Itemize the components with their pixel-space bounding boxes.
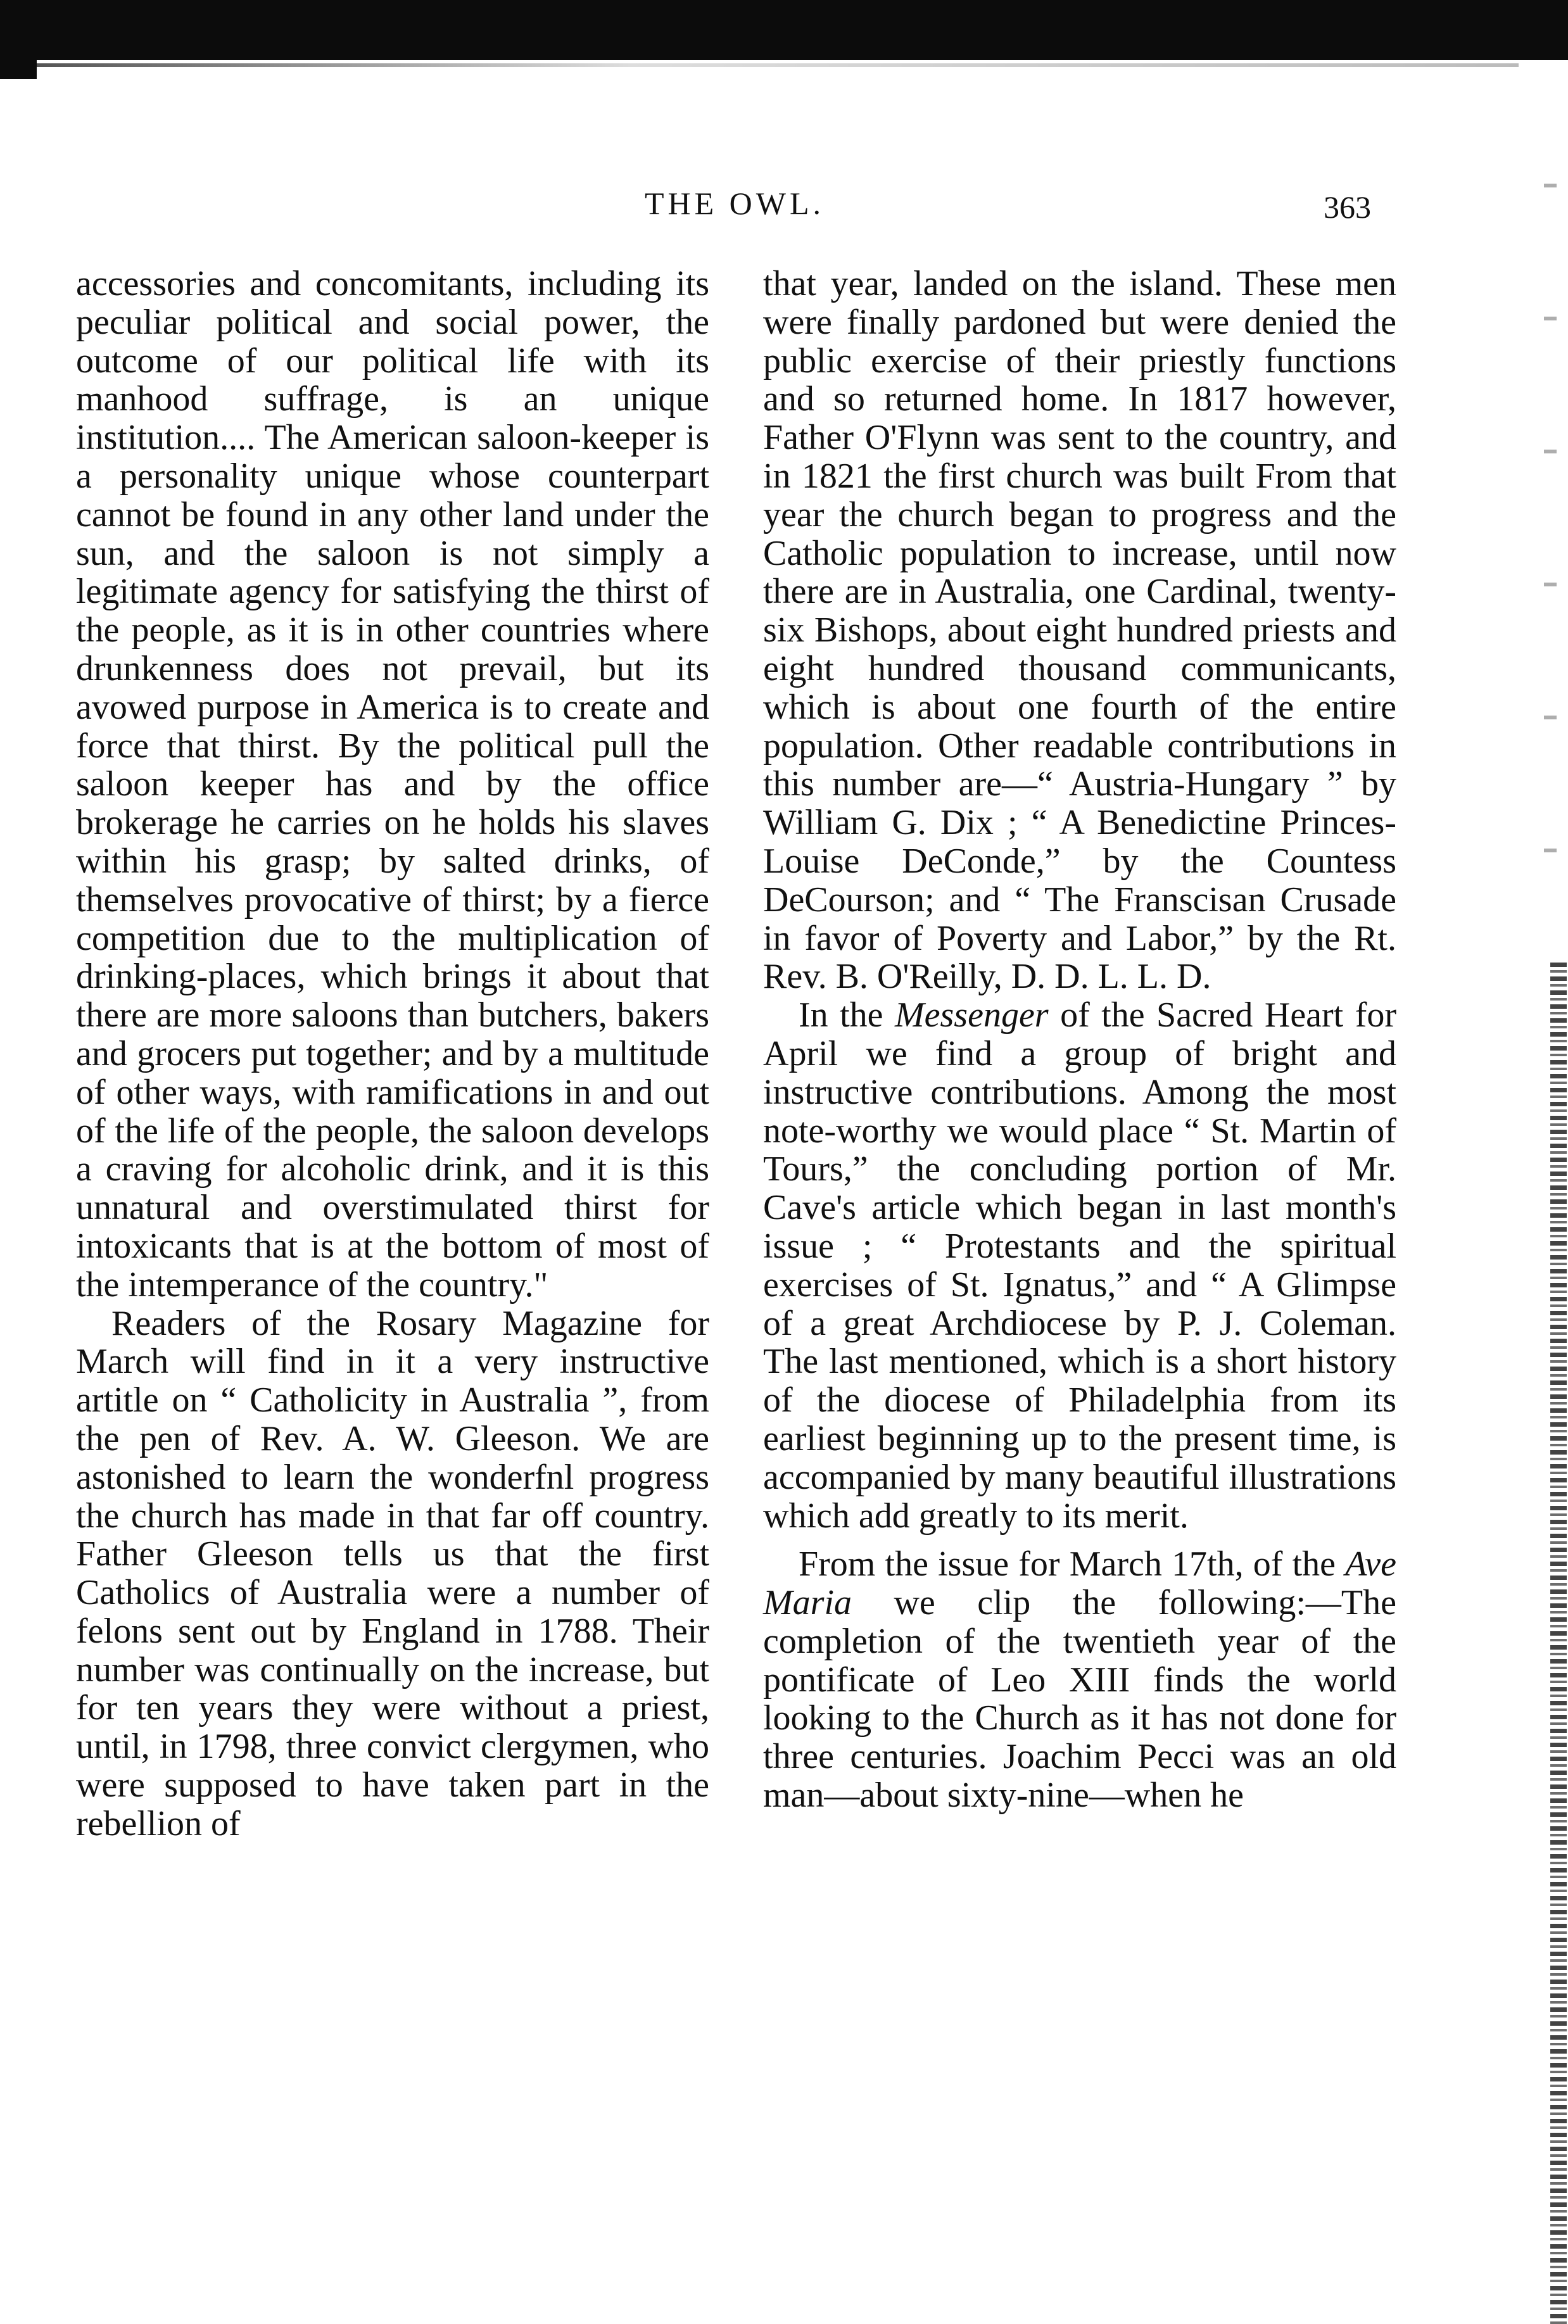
margin-specks <box>1544 108 1557 963</box>
paragraph-rosary-magazine: Readers of the Rosary Magazine for March will find in it a very instructive artitle on “ Catholicity in Australia ”, from the pen of Rev. A. W. Gleeson. We are astonished to learn the wonderfnl progress the church has made in that far off country. Father Gleeson tells us that the first Catholics of Australia were a number of felons sent out by England in 1788. Their number was continually on the increase, but for ten years they were without a priest, until, in 1798, three convict clergymen, who were supposed to have taken part in the rebellion of <box>76 1303 709 1843</box>
magazine-title-ave-maria: Ave Maria <box>763 1544 1396 1623</box>
text-run: From the issue for March 17th, of the <box>799 1544 1336 1584</box>
text-run: In the <box>799 995 883 1035</box>
paragraph-saloon-quote: accessories and concomitants, including its peculiar political and social power, the outcome of our political life with its manhood suffrage, is an unique institution.... The American saloon-keeper is a personality unique whose counterpart cannot be found in any other land under the sun, and the saloon is not simply a legitimate agency for satisfying the thirst of the people, as it is in other countries where drunkenness does not prevail, but its avowed purpose in America is to create and force that thirst. By the political pull the saloon keeper has and by the office brokerage he carries on he holds his slaves within his grasp; by salted drinks, of themselves provocative of thirst; by a fierce competition due to the multiplication of drinking-places, which brings it about that there are more saloons than butchers, bakers and grocers put together; and by a multitude of other ways, with ramifications in and out of the life of the people, the saloon develops a craving for alcoholic drink, and it is this unnatural and overstimulated thirst for intoxicants that is at the bottom of most of the intemperance of the country." <box>76 264 709 1304</box>
paragraph-australia-continued: that year, landed on the island. These men were finally pardoned but were denied the public exercise of their priestly functions and so returned home. In 1817 however, Father O'Flynn was sent to the country, and in 1821 the first church was built From that year the church began to progress and the Catholic population to increase, until now there are in Australia, one Cardinal, twenty-six Bishops, about eight hundred priests and eight hundred thousand communicants, which is about one fourth of the entire population. Other readable contributions in this number are—“ Austria-Hungary ” by William G. Dix ; “ A Benedictine Princes-Louise DeConde,” by the Countess DeCourson; and “ The Franscisan Crusade in favor of Poverty and Labor,” by the Rt. Rev. B. O'Reilly, D. D. L. L. D. <box>763 264 1396 997</box>
running-title: THE OWL. <box>644 186 825 221</box>
scan-top-border <box>0 0 1568 60</box>
text-run: of the Sacred Heart for April we find a group of bright and instructive contributions. Among the most note-worthy we would place “ St. Martin of Tours,” the concluding portion of Mr. Cave's article which began in last month's issue ; “ Protestants and the spiritual exercises of St. Ignatus,” and “ A Glimpse of a great Archdiocese by P. J. Coleman. The last mentioned, which is a short history of the diocese of Philadelphia from its earliest beginning up to the present time, is accompanied by many beautiful illustrations which add greatly to its merit. <box>763 995 1397 1536</box>
running-head <box>0 185 1568 236</box>
scan-left-edge <box>0 60 37 79</box>
scan-right-margin <box>1539 108 1568 2312</box>
magazine-title-messenger: Messenger <box>895 995 1049 1035</box>
right-column <box>763 265 1396 1815</box>
paragraph-ave-maria <box>763 1545 1396 1815</box>
left-column <box>76 265 709 1843</box>
page-number: 363 <box>1324 189 1371 225</box>
text-run: we clip the following:—The completion of the twentieth year of the pontificate of Leo XIII finds the world looking to the Church as it has not done for three centuries. Joachim Pecci was an old man—about sixty-nine—when he <box>763 1583 1396 1816</box>
binding-spine <box>1550 963 1567 2324</box>
page-edge-line <box>37 63 1519 67</box>
paragraph-messenger <box>763 996 1396 1535</box>
